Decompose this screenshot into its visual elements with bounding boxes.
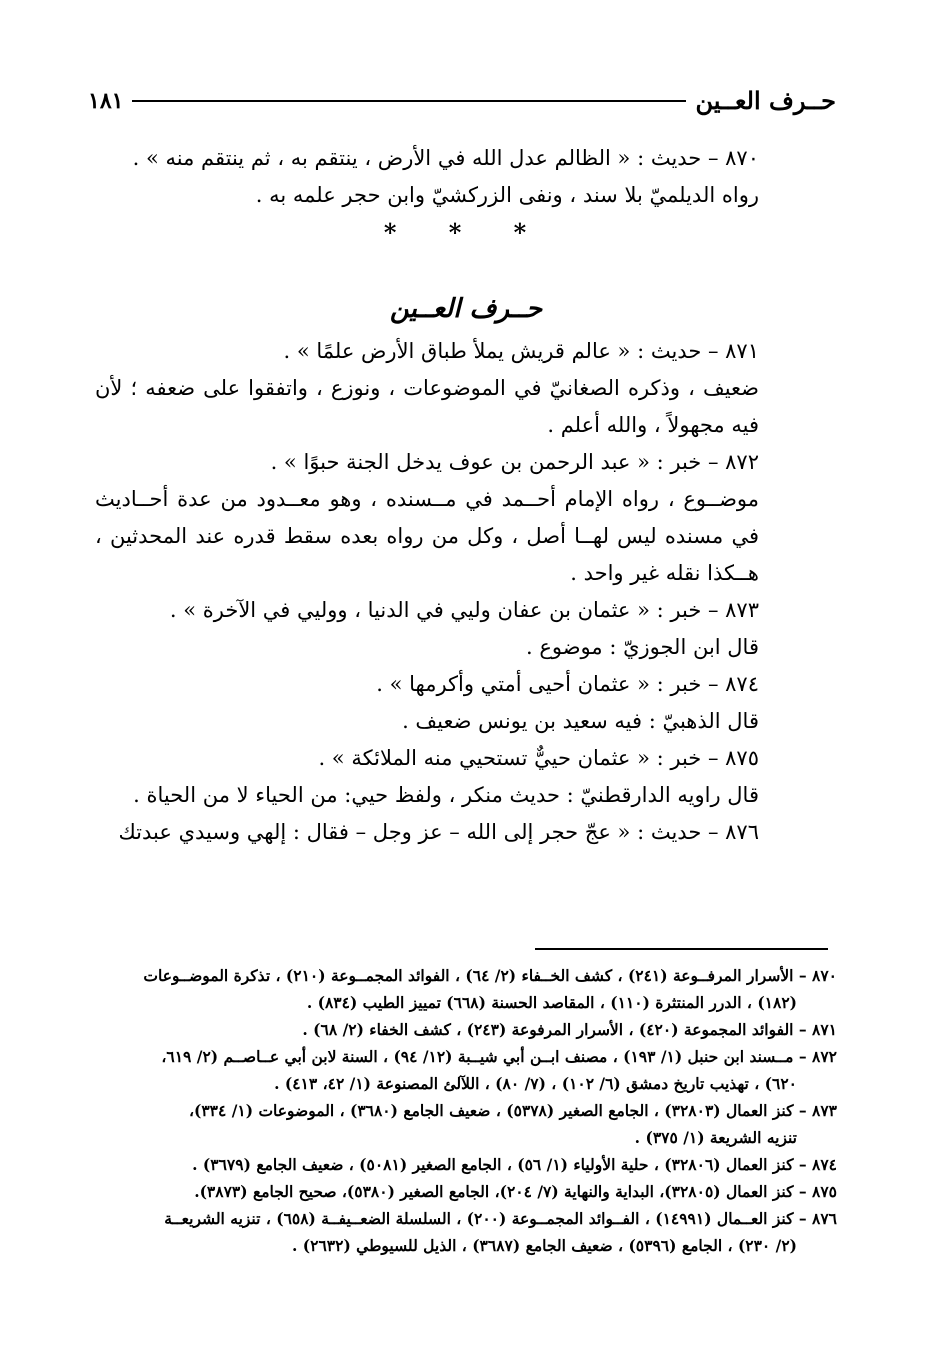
header-rule: [132, 100, 686, 102]
hadith-870-comment: رواه الديلميّ بلا سند ، ونفى الزركشيّ وابن حجر علمه به .: [255, 183, 759, 207]
hadith-874-text: ٨٧٤ – خبر : « عثمان أحيى أمتي وأكرمها » .: [376, 672, 759, 696]
hadith-873-text: ٨٧٣ – خبر : « عثمان بن عفان وليي في الدنيا ، ووليي في الآخرة » .: [169, 598, 759, 622]
footnote-870-cont: (١٨٢) ، الدرر المنتثرة (١١٠) ، المقاصد الحسنة (٦٦٨) تمييز الطيب (٨٣٤) .: [306, 993, 797, 1012]
page-number: ١٨١: [88, 88, 124, 114]
section-title: حــرف العــين: [389, 294, 543, 324]
hadith-873-comment: قال ابن الجوزيّ : موضوع .: [525, 635, 759, 659]
footnote-872: ٨٧٢ – مــسند ابن حنبل (١/ ١٩٣) ، مصنف ابــن أبي شيــبة (١٢/ ٩٤) ، السنة لابن أبي عــاصــم (٢/ ٦١٩،: [161, 1047, 837, 1066]
footnote-876-cont: (٢/ ٢٣٠) ، الجامع (٥٣٩٦) ، ضعيف الجامع (٣٦٨٧) ، الذيل للسيوطي (٢٦٣٢) .: [291, 1236, 797, 1255]
hadith-871-text: ٨٧١ – حديث : « عالم قريش يملأ طباق الأرض علمًا » .: [283, 339, 759, 363]
main-text: [95, 140, 837, 851]
footnote-871: ٨٧١ – الفوائد المجموعة (٤٢٠) ، الأسرار المرفوعة (٢٤٣) ، كشف الخفاء (٢/ ٦٨) .: [302, 1020, 837, 1039]
hadith-875-text: ٨٧٥ – خبر : « عثمان حييٌّ تستحيي منه الملائكة » .: [318, 746, 759, 770]
hadith-870-text: ٨٧٠ – حديث : « الظالم عدل الله في الأرض ، ينتقم به ، ثم ينتقم منه » .: [132, 146, 759, 170]
footnote-874: ٨٧٤ – كنز العمال (٣٢٨٠٦) ، حلية الأولياء (١/ ٥٦) ، الجامع الصغير (٥٠٨١) ، ضعيف الجامع (٣٦٧٩) .: [192, 1155, 837, 1174]
hadith-876-text: ٨٧٦ – حديث : « عجّ حجر إلى الله – عز وجل – فقال : إلهي وسيدي عبدتك: [118, 820, 759, 844]
footnote-rule: [535, 948, 828, 950]
hadith-875-comment: قال راويه الدارقطنيّ : حديث منكر ، ولفظ حيي: من الحياء لا من الحياة .: [133, 783, 759, 807]
footnote-873-cont: تنزيه الشريعة (١/ ٣٧٥) .: [634, 1128, 797, 1147]
footnote-873: ٨٧٣ – كنز العمال (٣٢٨٠٣) ، الجامع الصغير (٥٣٧٨) ، ضعيف الجامع (٣٦٨٠) ، الموضوعات (١/ ٣٣٤)،: [189, 1101, 837, 1120]
page-header: [88, 86, 836, 120]
footnote-876: ٨٧٦ – كنز العــمال (١٤٩٩١) ، الفــوائد المجمــوعة (٢٠٠) ، السلسلة الضعــيفــة (٦٥٨) ، تنزيه الشريعــة: [164, 1209, 837, 1228]
hadith-874-comment: قال الذهبيّ : فيه سعيد بن يونس ضعيف .: [402, 709, 759, 733]
section-separator-stars: * * *: [383, 218, 549, 247]
hadith-872-text: ٨٧٢ – خبر : « عبد الرحمن بن عوف يدخل الجنة حبوًا » .: [270, 450, 759, 474]
running-title: حــرف العــين: [695, 86, 836, 115]
hadith-871-comment: ضعيف ، وذكره الصغانيّ في الموضوعات ، ونوزع ، واتفقوا على ضعفه ؛ لأن فيه مجهولاً ، والله أعلم .: [95, 376, 759, 437]
footnote-870: ٨٧٠ – الأسرار المرفــوعة (٢٤١) ، كشف الخــفاء (٢/ ٦٤) ، الفوائد المجمــوعة (٢١٠) ، تذكرة الموضــوعات: [143, 966, 837, 985]
footnotes: [95, 962, 837, 1259]
hadith-872-comment: موضــوع ، رواه الإمام أحــمد في مــسنده ، وهو معــدود من عدة أحــاديث في مسنده ليس لهــا أصل ، وكل من رواه بعده سقط قدره عند المحدثين ، هــكذا نقله غير واحد .: [95, 487, 759, 585]
footnote-875: ٨٧٥ – كنز العمال (٣٢٨٠٥)، البداية والنهاية (٧/ ٢٠٤)، الجامع الصغير (٥٣٨٠)، صحيح الجامع (٣٨٧٣).: [194, 1182, 837, 1201]
footnote-872-cont: ٦٢٠) ، تهذيب تاريخ دمشق (٦/ ١٠٢) ، (٧/ ٨٠) ، اللآلئ المصنوعة (١/ ٤٢، ٤١٣) .: [274, 1074, 797, 1093]
